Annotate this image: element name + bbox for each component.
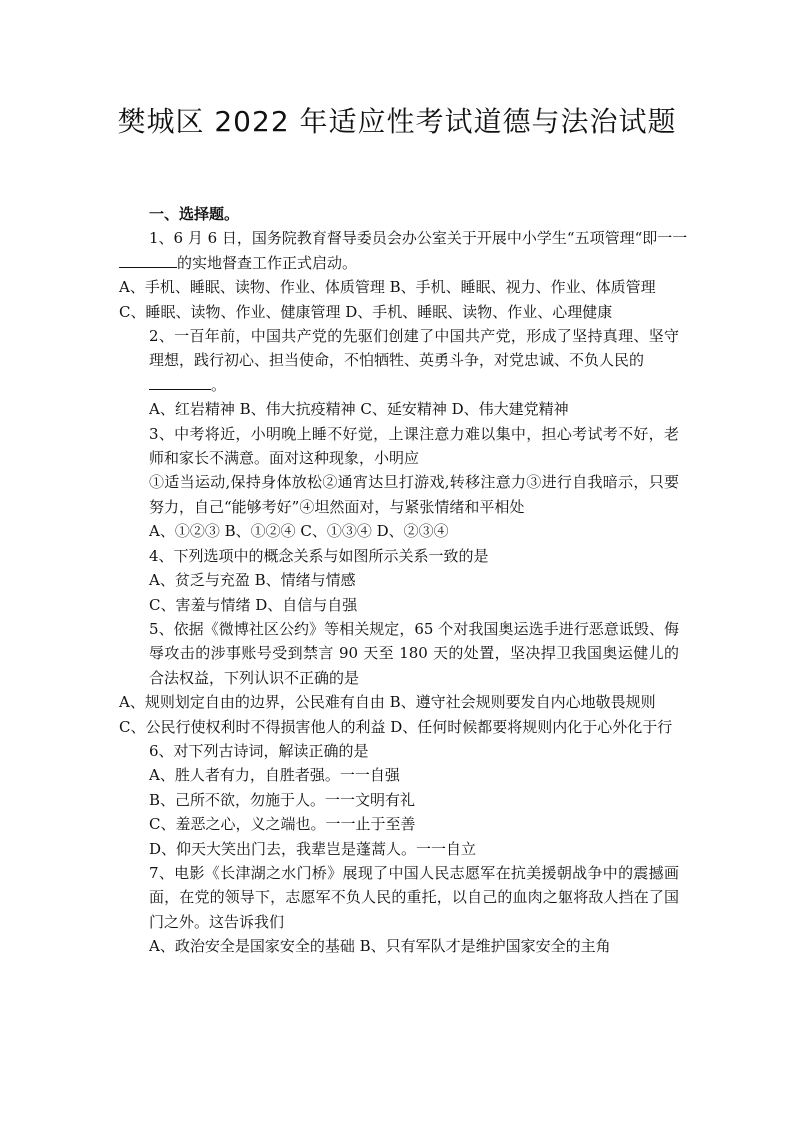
q4-stem: 4、下列选项中的概念关系与如图所示关系一致的是 [149, 546, 489, 565]
q4-options-cd: C、害羞与情绪 D、自信与自强 [149, 595, 358, 614]
page-title: 樊城区 2022 年适应性考试道德与法治试题 [117, 105, 677, 138]
q6-option-c: C、羞恶之心，义之端也。一一止于至善 [149, 815, 416, 834]
q1-options-cd: C、睡眠、读物、作业、健康管理 D、手机、睡眠、读物、作业、心理健康 [119, 302, 613, 321]
q1-stem: 1、6 月 6 日，国务院教育督导委员会办公室关于开展中小学生“五项管理“即一一 [149, 229, 688, 248]
q5-options-cd: C、公民行使权利时不得损害他人的利益 D、任何时候都要将规则内化于心外化于行 [119, 717, 673, 736]
q6-option-a: A、胜人者有力，自胜者强。一一自强 [149, 766, 400, 785]
q6-option-d: D、仰天大笑出门去，我辈岂是蓬蒿人。一一自立 [149, 839, 477, 858]
q1-stem-cont: 的实地督查工作正式启动。 [119, 251, 679, 275]
q1-blank [119, 253, 177, 268]
q7-stem: 7、电影《长津湖之水门桥》展现了中国人民志愿军在抗美援朝战争中的震撼画面，在党的领导下，志愿军不负人民的重托，以自己的血肉之躯将敌人挡在了国门之外。这告诉我们 [149, 863, 679, 931]
q3-options: A、①②③ B、①②④ C、①③④ D、②③④ [149, 522, 449, 541]
q2-stem: 2、一百年前，中国共产党的先驱们创建了中国共产党，形成了坚持真理、坚守理想，践行初心、担当使命，不怕牺牲、英勇斗争，对党忠诚、不负人民的 。 [149, 327, 679, 394]
section-heading: 一、选择题。 [149, 205, 240, 223]
q1-options-ab: A、手机、睡眠、读物、作业、体质管理 B、手机、睡眠、视力、作业、体质管理 [119, 278, 656, 297]
q3-items: ①适当运动,保持身体放松②通宵达旦打游戏,转移注意力③进行自我暗示，只要努力，自己“能够考好”④坦然面对，与紧张情绪和平相处 [149, 473, 679, 516]
q6-stem: 6、对下列古诗词，解读正确的是 [149, 741, 369, 760]
q7-options-ab: A、政治安全是国家安全的基础 B、只有军队才是维护国家安全的主角 [149, 937, 611, 956]
q2-blank [149, 375, 211, 390]
q2-options: A、红岩精神 B、伟大抗疫精神 C、延安精神 D、伟大建党精神 [149, 400, 569, 419]
q5-stem: 5、依据《微博社区公约》等相关规定，65 个对我国奥运选手进行恶意诋毁、侮辱攻击的涉事账号受到禁言 90 天至 180 天的处置，坚决捍卫我国奥运健儿的合法权益，下列认识不正确的是 [149, 619, 679, 687]
q6-option-b: B、己所不欲，勿施于人。一一文明有礼 [149, 790, 416, 809]
q4-options-ab: A、贫乏与充盈 B、情绪与情感 [149, 571, 356, 590]
question-body [119, 202, 688, 959]
q5-options-ab: A、规则划定自由的边界，公民难有自由 B、遵守社会规则要发自内心地敬畏规则 [119, 693, 656, 712]
q3-stem: 3、中考将近，小明晚上睡不好觉，上课注意力难以集中，担心考试考不好，老师和家长不满意。面对这种现象，小明应 [149, 424, 679, 468]
